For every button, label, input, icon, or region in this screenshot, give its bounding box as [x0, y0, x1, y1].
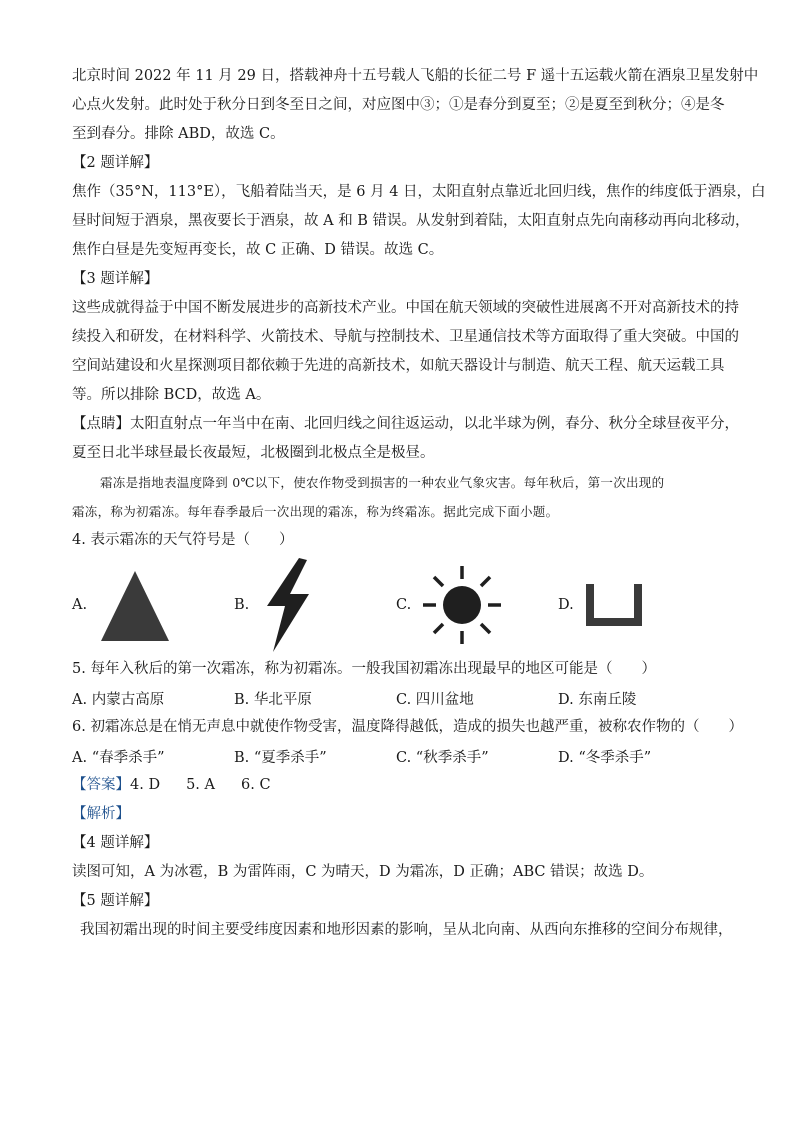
question-6-text: 6. 初霜冻总是在悄无声息中就使作物受害，温度降得越低，造成的损失也越严重，被称农作物的（ ） [72, 719, 743, 735]
text-line: 焦作白昼是先变短再变长，故 C 正确、D 错误。故选 C。 [72, 242, 444, 258]
option-4d [558, 555, 646, 655]
option-5a: A. 内蒙古高原 [72, 692, 165, 708]
triangle-hail-icon [95, 565, 175, 645]
text-line: 至到春分。排除 ABD，故选 C。 [72, 126, 285, 142]
sun-icon [419, 562, 505, 648]
text-line: 读图可知，A 为冰雹，B 为雷阵雨，C 为晴天，D 为霜冻，D 正确；ABC 错误；故选 D。 [72, 864, 654, 880]
option-6d: D. “冬季杀手” [558, 750, 652, 766]
option-4b [234, 555, 317, 655]
tip-heading: 【点睛】 [72, 416, 130, 432]
option-6b: B. “夏季杀手” [234, 750, 327, 766]
q3-heading: 【3 题详解】 [72, 271, 159, 287]
text-line: 夏至日北半球昼最长夜最短，北极圈到北极点全是极昼。 [72, 445, 435, 461]
analysis-heading: 【解析】 [72, 806, 130, 822]
option-label: A. [72, 597, 88, 613]
intro-paragraph [72, 62, 759, 149]
answer-item: 5. A [186, 777, 215, 793]
frost-symbol-icon [582, 580, 646, 630]
question-5-text: 5. 每年入秋后的第一次霜冻，称为初霜冻。一般我国初霜冻出现最早的地区可能是（ ） [72, 661, 656, 677]
q4-paragraph [72, 858, 722, 887]
tip-line-text: 太阳直射点一年当中在南、北回归线之间往返运动，以北半球为例，春分、秋分全球昼夜平分， [130, 416, 739, 432]
option-label: B. [234, 597, 250, 613]
material-paragraph [72, 468, 722, 526]
text-line: 北京时间 2022 年 11 月 29 日，搭载神舟十五号载人飞船的长征二号 F 遥十五运载火箭在酒泉卫星发射中 [72, 68, 759, 84]
question-4-options [72, 555, 722, 655]
tip-paragraph [72, 410, 739, 468]
question-4-text: 4. 表示霜冻的天气符号是（ ） [72, 532, 294, 548]
answer-item: 6. C [241, 777, 271, 793]
option-5b: B. 华北平原 [234, 692, 312, 708]
answer-line [72, 771, 722, 800]
answer-item: 4. D [130, 777, 161, 793]
q4-heading: 【4 题详解】 [72, 835, 159, 851]
q5-paragraph [72, 916, 733, 945]
text-line: 续投入和研发，在材料科学、火箭技术、导航与控制技术、卫星通信技术等方面取得了重大突破。中国的 [72, 329, 739, 345]
text-line: 霜冻，称为初霜冻。每年春季最后一次出现的霜冻，称为终霜冻。据此完成下面小题。 [72, 504, 559, 519]
text-line [72, 410, 739, 439]
text-line: 心点火发射。此时处于秋分日到冬至日之间，对应图中③；①是春分到夏至；②是夏至到秋分；④是冬 [72, 97, 725, 113]
option-label: D. [558, 597, 574, 613]
content-column [72, 62, 766, 945]
q5-heading: 【5 题详解】 [72, 893, 159, 909]
q3-paragraph [72, 294, 739, 410]
option-5c: C. 四川盆地 [396, 692, 474, 708]
text-line: 空间站建设和火星探测项目都依赖于先进的高新技术，如航天器设计与制造、航天工程、航天运载工具 [72, 358, 725, 374]
option-6c: C. “秋季杀手” [396, 750, 489, 766]
text-line: 昼时间短于酒泉，黑夜要长于酒泉，故 A 和 B 错误。从发射到着陆，太阳直射点先向南移动再向北移动， [72, 213, 750, 229]
option-5d: D. 东南丘陵 [558, 692, 637, 708]
lightning-icon [257, 556, 317, 654]
option-6a: A. “春季杀手” [72, 750, 165, 766]
text-line: 我国初霜出现的时间主要受纬度因素和地形因素的影响，呈从北向南、从西向东推移的空间分布规律， [80, 922, 733, 938]
option-4c [396, 555, 505, 655]
option-4a [72, 555, 175, 655]
option-label: C. [396, 597, 412, 613]
text-line: 这些成就得益于中国不断发展进步的高新技术产业。中国在航天领域的突破性进展离不开对高新技术的持 [72, 300, 739, 316]
question-5-options [72, 684, 722, 713]
answer-heading: 【答案】 [72, 777, 130, 793]
text-line: 等。所以排除 BCD，故选 A。 [72, 387, 271, 403]
q2-paragraph [72, 178, 766, 265]
text-line: 焦作（35°N，113°E），飞船着陆当天，是 6 月 4 日，太阳直射点靠近北回归线，焦作的纬度低于酒泉，白 [72, 184, 766, 200]
q2-heading: 【2 题详解】 [72, 155, 159, 171]
text-line: 霜冻是指地表温度降到 0℃以下，使农作物受到损害的一种农业气象灾害。每年秋后，第一次出现的 [100, 475, 665, 490]
question-6-options [72, 742, 722, 771]
